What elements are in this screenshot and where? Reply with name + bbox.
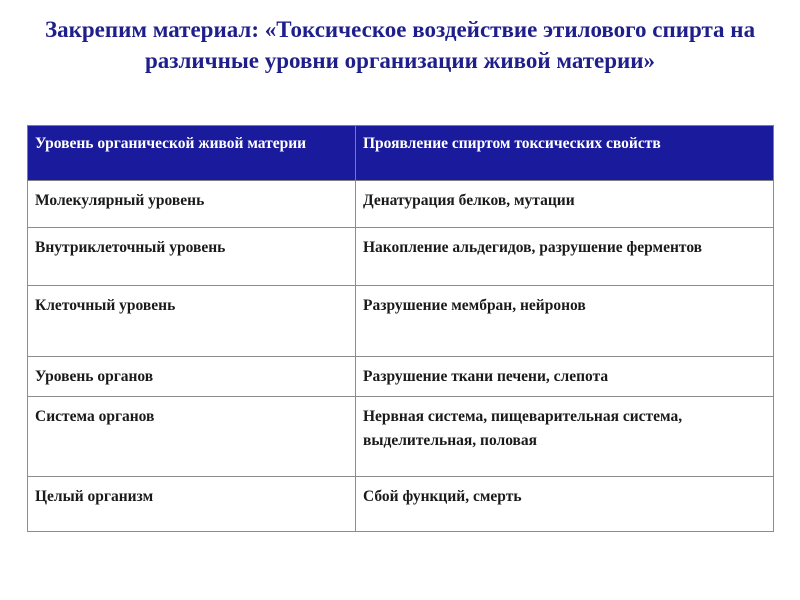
table-row [28,397,774,477]
cell-level: Система органов [28,397,356,477]
table-row [28,477,774,532]
cell-level: Клеточный уровень [28,286,356,357]
cell-manifestation: Денатурация белков, мутации [356,181,774,228]
header-level: Уровень органической живой материи [28,126,356,181]
cell-manifestation: Накопление альдегидов, разрушение ферментов [356,228,774,286]
cell-manifestation: Разрушение мембран, нейронов [356,286,774,357]
table-row [28,228,774,286]
cell-manifestation: Сбой функций, смерть [356,477,774,532]
table-row [28,357,774,397]
toxicity-table [27,125,774,532]
cell-manifestation: Нервная система, пищеварительная система, выделительная, половая [356,397,774,477]
slide-title: Закрепим материал: «Токсическое воздействие этилового спирта на различные уровни организации живой материи» [44,17,756,73]
cell-level: Уровень органов [28,357,356,397]
table-row [28,286,774,357]
header-manifestation: Проявление спиртом токсических свойств [356,126,774,181]
cell-level: Целый организм [28,477,356,532]
table-header-row [28,126,774,181]
cell-level: Молекулярный уровень [28,181,356,228]
cell-manifestation: Разрушение ткани печени, слепота [356,357,774,397]
cell-level: Внутриклеточный уровень [28,228,356,286]
table-row [28,181,774,228]
